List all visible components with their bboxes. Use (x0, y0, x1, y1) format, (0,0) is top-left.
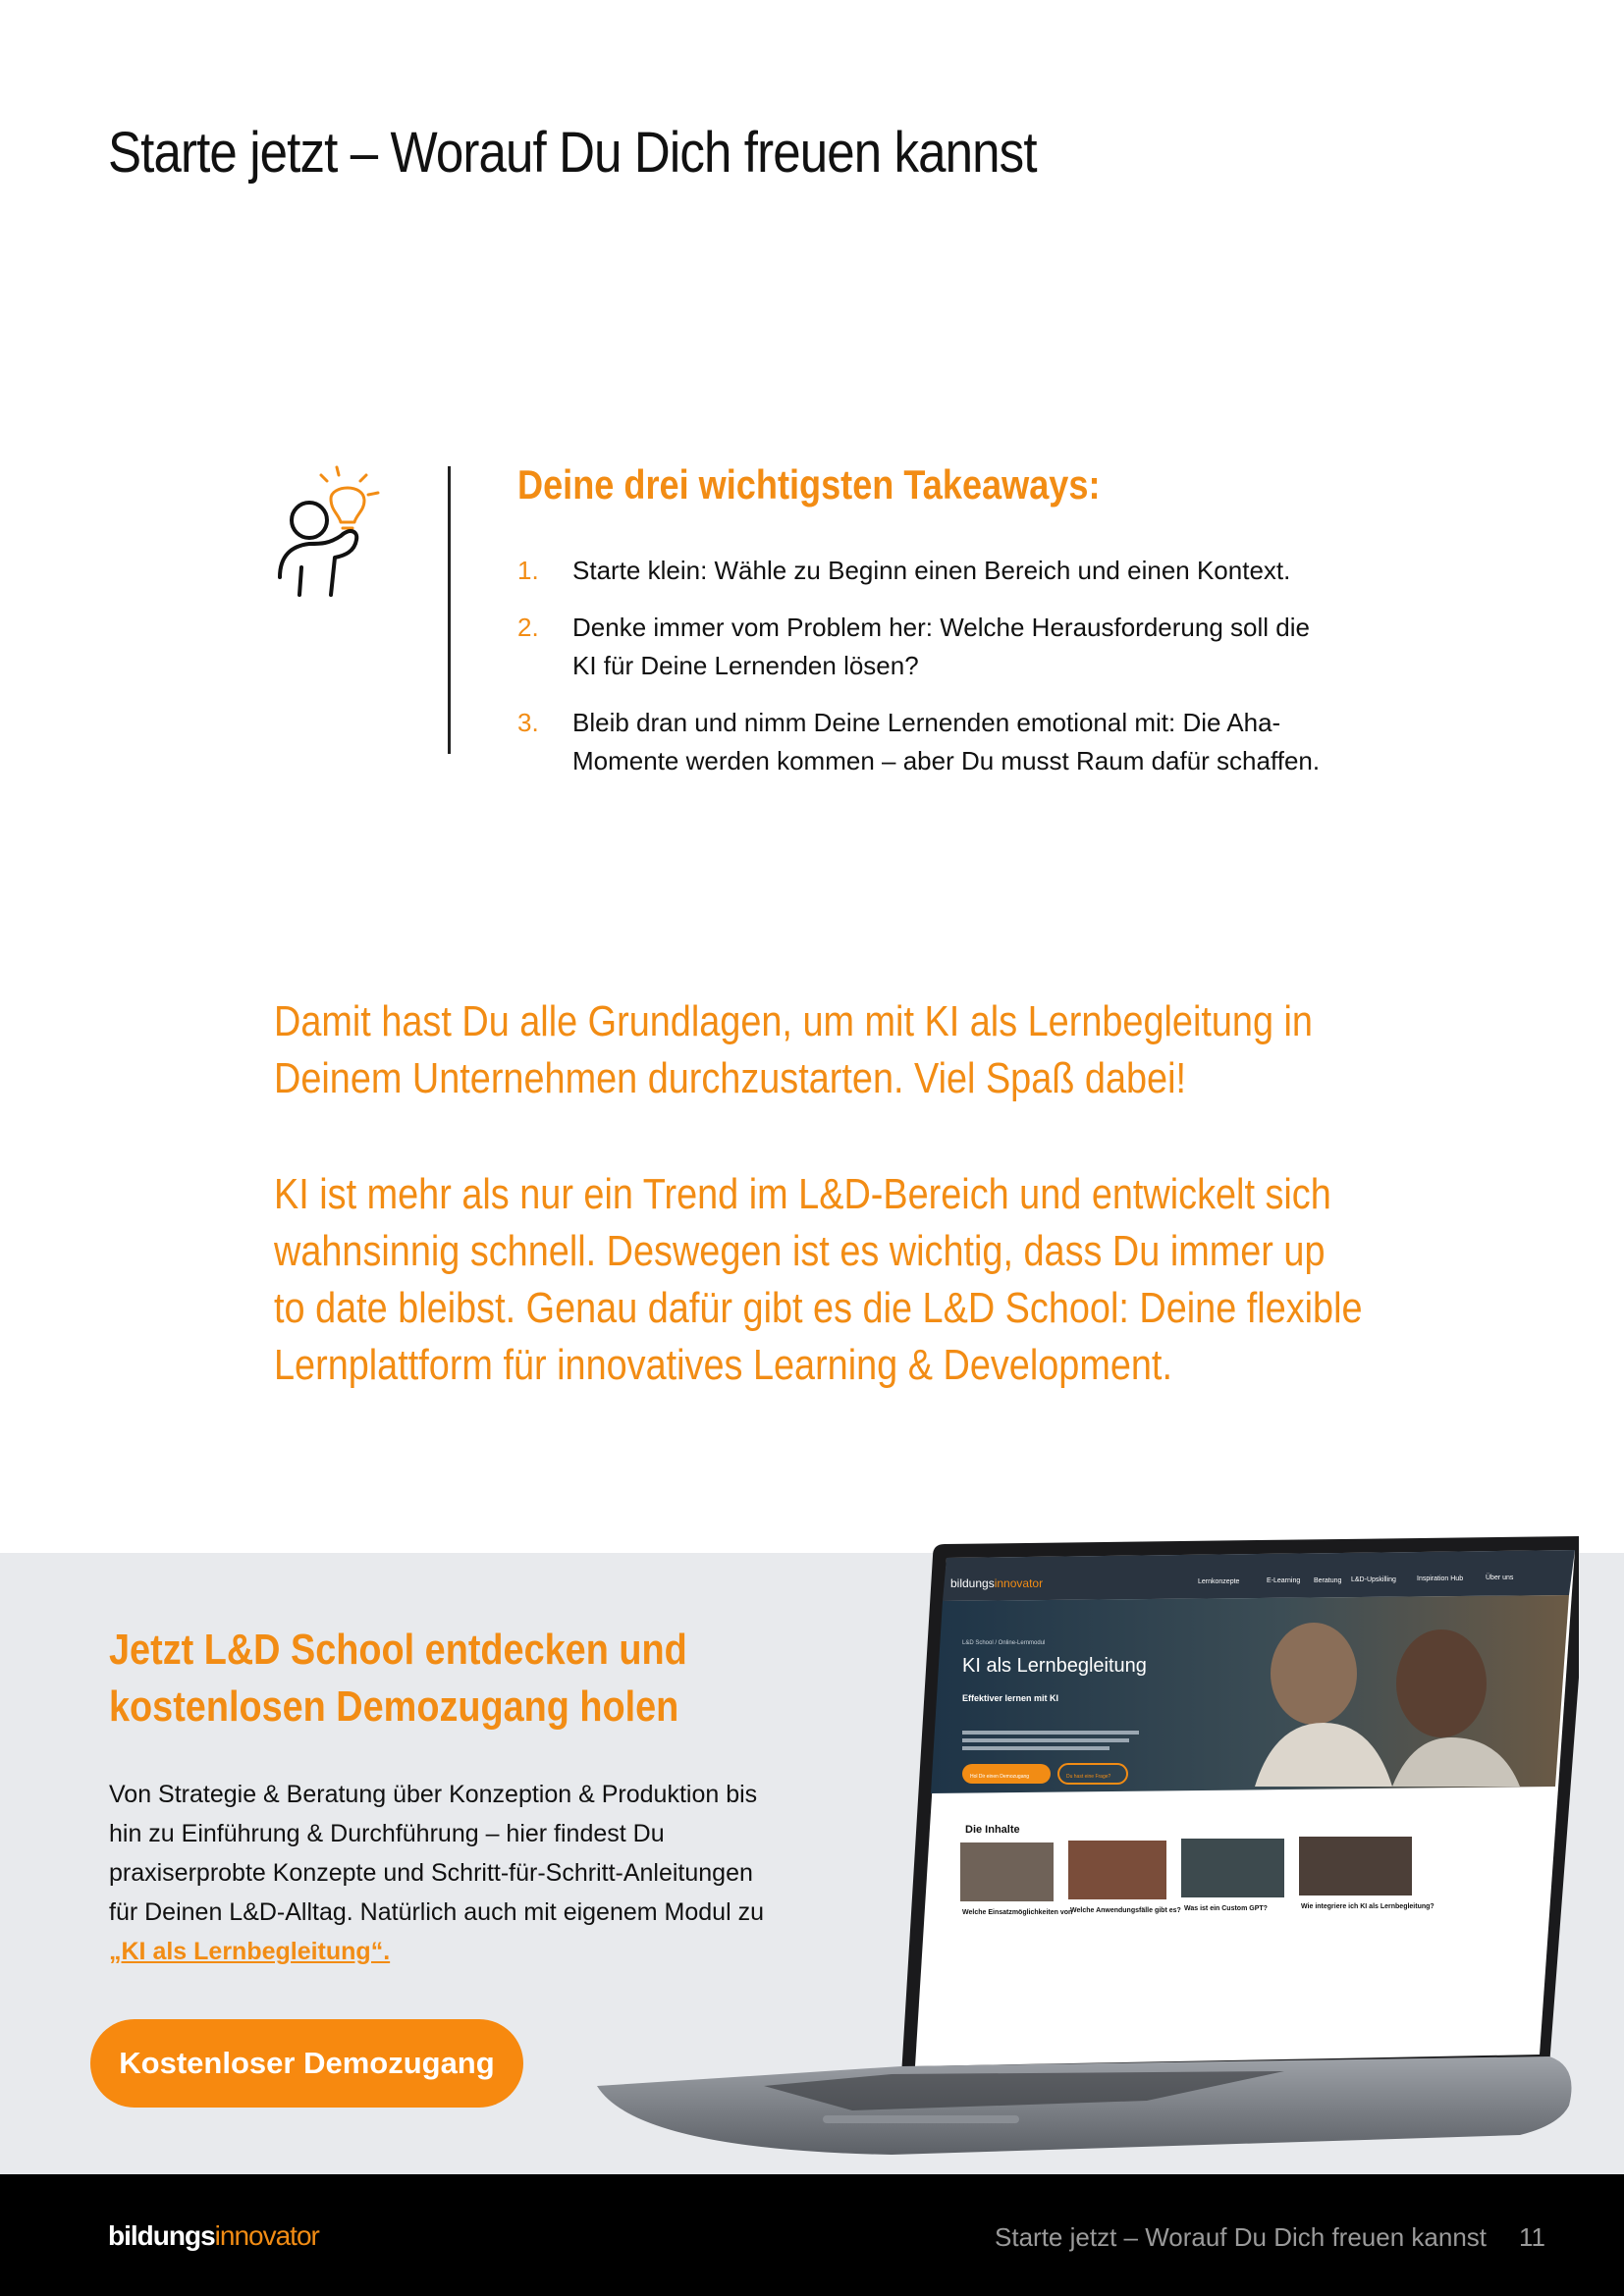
footer-logo-part-1: bildungs (108, 2220, 215, 2251)
idea-person-icon (270, 461, 388, 609)
highlight-paragraph-2: KI ist mehr als nur ein Trend im L&D-Bereich und entwickelt sich wahnsinnig schnell. Deswegen ist es wichtig, dass Du immer up to date bleibst. Genau dafür gibt es die L&D School: Deine flexible Lernplattform für innovatives Learning & Development. (274, 1170, 1363, 1389)
takeaway-number: 3. (517, 708, 539, 737)
screen-nav-ueber-uns: Über uns (1486, 1575, 1514, 1581)
highlight-paragraph-1: Damit hast Du alle Grundlagen, um mit KI als Lernbegleitung in Deinem Unternehmen durchzustarten. Viel Spaß dabei! (274, 997, 1313, 1102)
takeaway-text: Starte klein: Wähle zu Beginn einen Bereich und einen Kontext. (572, 556, 1291, 585)
takeaways-title: Deine drei wichtigsten Takeaways: (517, 461, 1101, 507)
takeaway-item (517, 609, 1332, 685)
footer-logo-part-2: innovator (214, 2220, 319, 2251)
ki-module-link[interactable]: „KI als Lernbegleitung“. (109, 1938, 391, 1965)
divider-line (448, 466, 451, 754)
takeaway-item (517, 552, 1332, 590)
screen-card-2: Welche Anwendungsfälle gibt es? (1070, 1907, 1181, 1914)
screen-hero-button-2: Du hast eine Frage? (1066, 1774, 1111, 1780)
takeaway-item (517, 704, 1332, 780)
takeaway-text: Denke immer vom Problem her: Welche Herausforderung soll die KI für Deine Lernenden lösen? (572, 613, 1310, 680)
promo-body-text: Von Strategie & Beratung über Konzeption & Produktion bis hin zu Einführung & Durchführung – hier findest Du praxiserprobte Konzepte und Schritt-für-Schritt-Anleitungen für Deinen L&D-Alltag. Natürlich auch mit eigenem Modul zu (109, 1781, 764, 1926)
screen-section-title: Die Inhalte (965, 1824, 1020, 1836)
takeaway-number: 1. (517, 556, 539, 585)
screen-hero-title: KI als Lernbegleitung (962, 1655, 1147, 1677)
screen-hero-button-1: Hol Dir einen Demozugang (970, 1774, 1030, 1780)
page-title: Starte jetzt – Worauf Du Dich freuen kannst (108, 121, 1037, 185)
takeaway-text: Bleib dran und nimm Deine Lernenden emotional mit: Die Aha-Momente werden kommen – aber Du musst Raum dafür schaffen. (572, 708, 1321, 775)
screen-card-1: Welche Einsatzmöglichkeiten von (962, 1909, 1073, 1916)
footer-logo (108, 2220, 319, 2252)
screen-nav-lernkonzepte: Lernkonzepte (1198, 1578, 1240, 1585)
demo-access-button[interactable]: Kostenloser Demozugang (90, 2019, 523, 2108)
screen-nav-beratung: Beratung (1314, 1577, 1342, 1584)
screen-breadcrumb: L&D School / Online-Lernmodul (962, 1640, 1046, 1646)
screen-logo: bildungsinnovator (950, 1576, 1044, 1590)
takeaway-number: 2. (517, 613, 539, 642)
takeaways-list (517, 552, 1332, 799)
screen-nav-inspiration: Inspiration Hub (1417, 1575, 1464, 1582)
page-number: 11 (1519, 2222, 1545, 2252)
promo-title: Jetzt L&D School entdecken und kostenlosen Demozugang holen (109, 1626, 687, 1731)
screen-nav-elearning: E-Learning (1267, 1577, 1301, 1584)
screen-hero-subtitle: Effektiver lernen mit KI (962, 1693, 1059, 1703)
screen-nav-upskilling: L&D-Upskilling (1351, 1576, 1396, 1583)
screen-card-4: Wie integriere ich KI als Lernbegleitung? (1301, 1903, 1435, 1910)
laptop-mockup-image (597, 1536, 1579, 2164)
screen-card-3: Was ist ein Custom GPT? (1184, 1905, 1268, 1912)
footer-section-title: Starte jetzt – Worauf Du Dich freuen kannst (995, 2222, 1487, 2252)
